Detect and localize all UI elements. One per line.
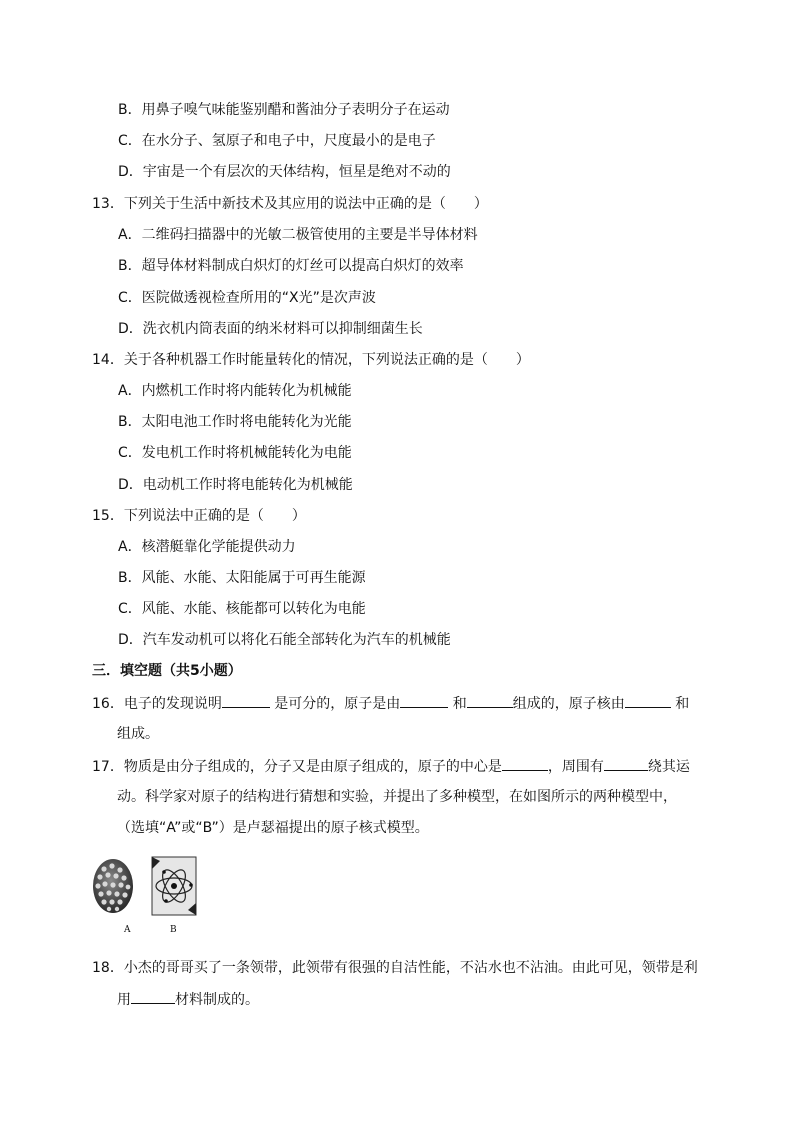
q13-stem: 13．下列关于生活中新技术及其应用的说法中正确的是（ ）: [92, 196, 488, 212]
q16-text-3: 和: [452, 696, 467, 712]
q15-option-b: B．风能、水能、太阳能属于可再生能源: [118, 570, 366, 586]
q16-text-2: 是可分的，原子是由: [274, 696, 401, 712]
q14-option-a: A．内燃机工作时将内能转化为机械能: [118, 383, 352, 399]
q16-text-1: 16．电子的发现说明: [92, 696, 222, 712]
q12-option-b: B．用鼻子嗅气味能鉴别醋和酱油分子表明分子在运动: [118, 102, 450, 118]
q12-option-c: C．在水分子、氢原子和电子中，尺度最小的是电子: [118, 133, 436, 149]
q16-line-2: 组成。: [117, 726, 159, 742]
q18-text-2: 材料制成的。: [175, 992, 259, 1008]
q14-option-d: D．电动机工作时将电能转化为机械能: [118, 477, 353, 493]
answer-blank[interactable]: [502, 756, 548, 771]
q15-option-a: A．核潜艇靠化学能提供动力: [118, 539, 296, 555]
nuclear-model-image: [152, 857, 196, 915]
q17-text-1: 17．物质是由分子组成的，分子又是由原子组成的，原子的中心是: [92, 759, 502, 775]
q14-stem: 14．关于各种机器工作时能量转化的情况，下列说法正确的是（ ）: [92, 352, 530, 368]
q13-option-b: B．超导体材料制成白炽灯的灯丝可以提高白炽灯的效率: [118, 258, 464, 274]
answer-blank[interactable]: [131, 989, 175, 1004]
q17-text-2: ，周围有: [547, 759, 604, 775]
q16-text-5: 和: [675, 696, 690, 712]
q13-option-c: C．医院做透视检查所用的“X光”是次声波: [118, 290, 376, 306]
answer-blank[interactable]: [625, 693, 671, 708]
answer-blank[interactable]: [467, 693, 513, 708]
q18-text-1: 用: [117, 992, 131, 1008]
q15-stem: 15．下列说法中正确的是（ ）: [92, 508, 306, 524]
answer-blank[interactable]: [222, 693, 270, 708]
q15-option-c: C．风能、水能、核能都可以转化为电能: [118, 601, 366, 617]
q18-line-2: [117, 989, 259, 1010]
q17-line-3: （选填“A”或“B”）是卢瑟福提出的原子核式模型。: [117, 820, 429, 836]
figure-label-a: A: [124, 925, 131, 935]
q14-option-c: C．发电机工作时将机械能转化为电能: [118, 445, 352, 461]
q13-option-d: D．洗衣机内筒表面的纳米材料可以抑制细菌生长: [118, 321, 423, 337]
q15-option-d: D．汽车发动机可以将化石能全部转化为汽车的机械能: [118, 632, 451, 648]
q17-text-3: 绕其运: [647, 759, 690, 775]
figure-label-b: B: [170, 925, 177, 935]
q13-option-a: A．二维码扫描器中的光敏二极管使用的主要是半导体材料: [118, 227, 478, 243]
answer-blank[interactable]: [604, 756, 648, 771]
section-title: 三．填空题（共5小题）: [92, 663, 242, 679]
q18-line-1: 18．小杰的哥哥买了一条领带，此领带有很强的自洁性能，不沾水也不沾油。由此可见，领带是利: [92, 960, 698, 976]
q12-option-d: D．宇宙是一个有层次的天体结构，恒星是绝对不动的: [118, 164, 451, 180]
q17-line-2: 动。科学家对原子的结构进行猜想和实验，并提出了多种模型，在如图所示的两种模型中，: [117, 789, 677, 805]
answer-blank[interactable]: [400, 693, 448, 708]
q16-line-1: [92, 693, 689, 714]
atom-models-figure: [90, 855, 200, 917]
q17-line-1: [92, 756, 690, 777]
q16-text-4: 组成的，原子核由: [512, 696, 625, 712]
q14-option-b: B．太阳电池工作时将电能转化为光能: [118, 414, 352, 430]
plum-pudding-model-image: [93, 859, 133, 913]
